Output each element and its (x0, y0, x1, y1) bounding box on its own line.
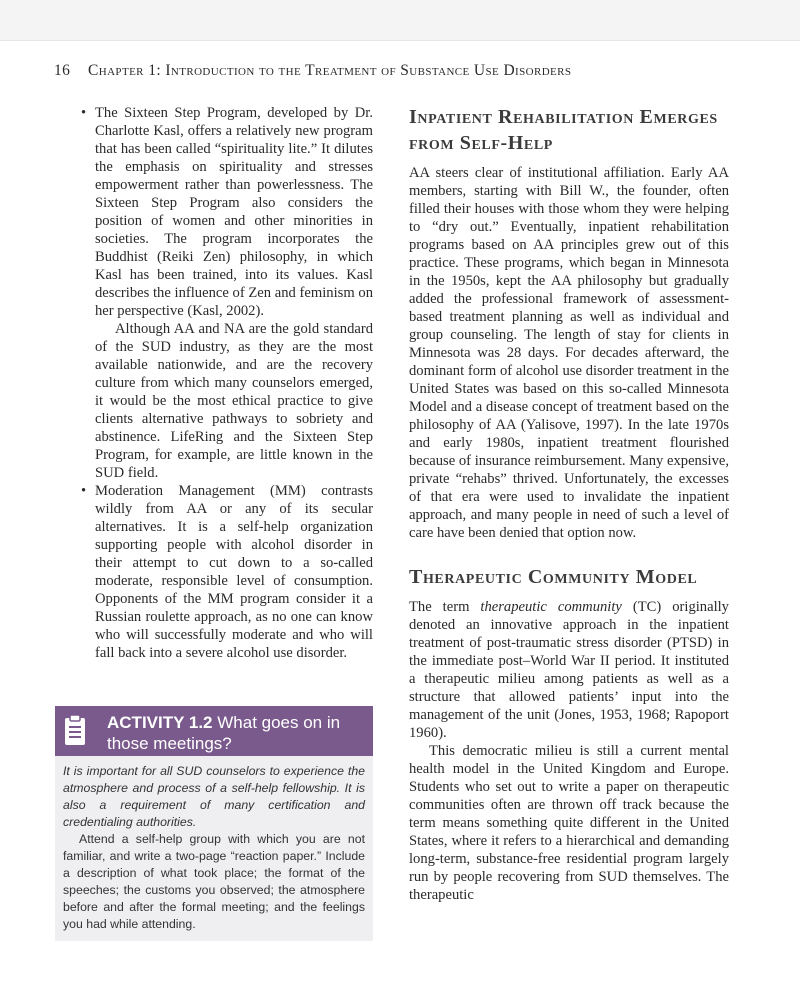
democratic-milieu-paragraph: This democratic milieu is still a current mental health model in the United Kingdom and Europe. Students who set out to write a paper on therapeutic communities often are thrown off track because the term means something quite different in the United States, where it refers to a hierarchical and demanding long-term, substance-free residential program largely run by people recovering from SUD themselves. The therapeutic (409, 743, 729, 903)
tc-text-start: The term (409, 599, 481, 615)
activity-title (107, 712, 367, 754)
page-number: 16 (54, 62, 71, 79)
bullet-item (81, 482, 373, 662)
gold-standard-paragraph: Although AA and NA are the gold standard of the SUD industry, as they are the most available nationwide, and are the recovery culture from which many counselors emerged, it would be the most ethical practice to give clients alternative pathways to sobriety and abstinence. LifeRing and the Sixteen Step Program, for example, are little known in the SUD field. (95, 321, 373, 481)
top-bar (0, 0, 800, 41)
right-column (409, 104, 729, 904)
inpatient-paragraph: AA steers clear of institutional affiliation. Early AA members, starting with Bill W., the founder, often filled their houses with those whom they were helping to “dry out.” Eventually, inpatient rehabilitation programs based on AA principles grew out of this practice. These programs, which began in Minnesota in the 1950s, kept the AA philosophy but gradually added the professional framework of assessment-based treatment planning as well as individual and group counseling. The length of stay for clients in Minnesota was 28 days. For decades afterward, the dominant form of alcohol use disorder treatment in the United States was based on this so-called Minnesota Model and a disease concept of treatment based on the philosophy of AA (Yalisove, 1997). In the late 1970s and early 1980s, inpatient treatment flourished because of insurance reimbursement. Many expensive, private “rehabs” thrived. Unfortunately, the excesses of that era were used to invalidate the inpatient approach, and many people in need of such a level of care have been denied that option now. (409, 165, 729, 541)
activity-intro: It is important for all SUD counselors to experience the atmosphere and process of a self-help fellowship. It is also a requirement of many certification and credentialing authorities. (63, 764, 365, 829)
activity-body (55, 756, 373, 941)
activity-header (55, 706, 373, 756)
tc-paragraph (409, 598, 729, 742)
bullet-icon: • (81, 105, 87, 121)
bullet-item (81, 104, 373, 482)
activity-heading: What goes on in those meetings? (107, 713, 341, 753)
chapter-title: Chapter 1: Introduction to the Treatment of Substance Use Disorders (88, 62, 572, 79)
running-head (54, 62, 714, 80)
section-heading-inpatient: Inpatient Rehabilitation Emerges from Self-Help (409, 106, 718, 154)
activity-number: ACTIVITY 1.2 (107, 713, 213, 732)
activity-box (55, 706, 373, 941)
moderation-management-paragraph: Moderation Management (MM) contrasts wildly from AA or any of its secular alternatives. It is a self-help organization supporting people with alcohol disorder in their attempt to cut down to a so-called moderate, responsible level of consumption. Opponents of the MM program consider it a Russian roulette approach, as no one can know who will successfully moderate and who will fall back into a severe alcohol use disorder. (95, 483, 373, 661)
tc-text-end: (TC) originally denoted an innovative approach in the inpatient treatment of post-traumatic stress disorder (PTSD) in the immediate post–World War II period. It instituted a therapeutic milieu among patients as well as a structure that allowed patients’ input into the management of the unit (Jones, 1953, 1968; Rapoport 1960). (409, 599, 729, 741)
tc-term: therapeutic community (480, 599, 622, 615)
section-heading-tc: Therapeutic Community Model (409, 566, 698, 588)
left-column (81, 104, 373, 662)
activity-instructions: Attend a self-help group with which you are not familiar, and write a two-page “reaction paper.” Include a description of what took place; the format of the speeches; the customs you observed; the atmosphere before and after the formal meeting; and the feelings you had while attending. (63, 832, 365, 931)
sixteen-step-paragraph: The Sixteen Step Program, developed by Dr. Charlotte Kasl, offers a relatively new program that has been called “spirituality lite.” It dilutes the emphasis on spirituality and stresses empowerment rather than powerlessness. The Sixteen Step Program also considers the position of women and other minorities in societies. The program incorporates the Buddhist (Reiki Zen) philosophy, in which Kasl has been trained, into its values. Kasl describes the influence of Zen and feminism on her perspective (Kasl, 2002). (95, 105, 373, 319)
bullet-icon: • (81, 483, 87, 499)
clipboard-icon (63, 714, 87, 746)
